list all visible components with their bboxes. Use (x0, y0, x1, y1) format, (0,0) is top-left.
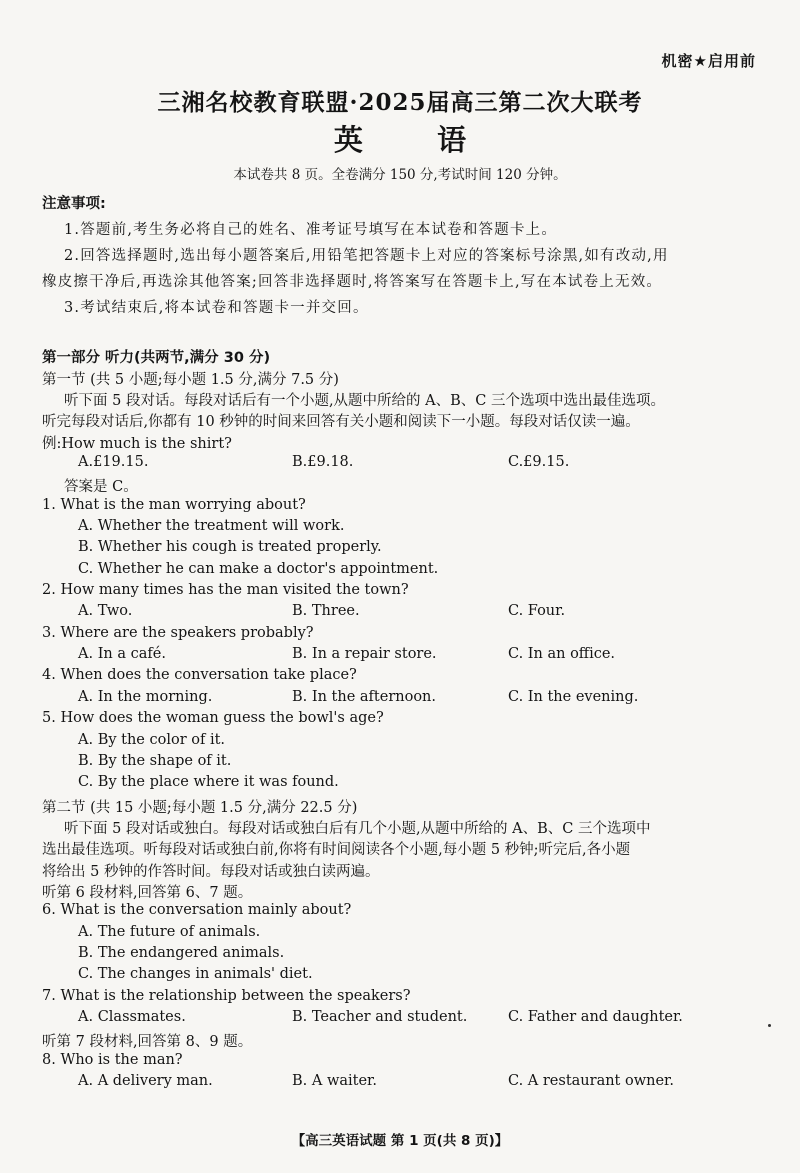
q1-stem: 1. What is the man worrying about? (42, 497, 306, 513)
q7-option-b: B. Teacher and student. (292, 1009, 468, 1025)
page-footer: 【高三英语试题 第 1 页(共 8 页)】 (291, 1133, 509, 1149)
q4-option-b: B. In the afternoon. (292, 689, 437, 705)
material-7-instruction: 听第 7 段材料,回答第 8、9 题。 (42, 1034, 253, 1050)
section2-instr-line-2: 选出最佳选项。听每段对话或独白前,你将有时间阅读各个小题,每小题 5 秒钟;听完后,各小题 (42, 842, 631, 858)
confidential-label: 机密★启用前 (661, 52, 756, 70)
q6-option-c: C. The changes in animals' diet. (78, 966, 313, 982)
material-6-instruction: 听第 6 段材料,回答第 6、7 题。 (42, 885, 253, 901)
q8-option-a: A. A delivery man. (78, 1073, 213, 1089)
q8-stem: 8. Who is the man? (42, 1052, 183, 1068)
q3-option-c: C. In an office. (508, 646, 616, 662)
q3-stem: 3. Where are the speakers probably? (42, 625, 314, 641)
scan-speck (768, 1024, 771, 1027)
example-option-c: C.£9.15. (508, 454, 570, 470)
example-question: 例:How much is the shirt? (42, 436, 232, 452)
section2-heading: 第二节 (共 15 小题;每小题 1.5 分,满分 22.5 分) (42, 800, 358, 816)
notice-item-2-line-2: 橡皮擦干净后,再选涂其他答案;回答非选择题时,将答案写在答题卡上,写在本试卷上无效。 (42, 274, 663, 290)
subject-text: 英 语 (333, 123, 485, 157)
exam-title: 三湘名校教育联盟·2025届高三第二次大联考 (157, 89, 643, 116)
section1-instr-line-1: 听下面 5 段对话。每段对话后有一个小题,从题中所给的 A、B、C 三个选项中选出最佳选项。 (64, 393, 665, 409)
q5-stem: 5. How does the woman guess the bowl's age? (42, 710, 384, 726)
q7-option-a: A. Classmates. (78, 1009, 186, 1025)
subject-title (0, 118, 800, 159)
q4-option-a: A. In the morning. (78, 689, 213, 705)
section2-instr-line-1: 听下面 5 段对话或独白。每段对话或独白后有几个小题,从题中所给的 A、B、C 三个选项中 (64, 821, 651, 837)
q7-stem: 7. What is the relationship between the speakers? (42, 988, 411, 1004)
q8-option-b: B. A waiter. (292, 1073, 378, 1089)
section1-heading: 第一节 (共 5 小题;每小题 1.5 分,满分 7.5 分) (42, 372, 339, 388)
example-option-b: B.£9.18. (292, 454, 354, 470)
q4-option-c: C. In the evening. (508, 689, 639, 705)
q2-option-b: B. Three. (292, 603, 360, 619)
q3-option-a: A. In a café. (78, 646, 166, 662)
q5-option-c: C. By the place where it was found. (78, 774, 339, 790)
q6-stem: 6. What is the conversation mainly about? (42, 902, 352, 918)
q8-option-c: C. A restaurant owner. (508, 1073, 674, 1089)
q2-stem: 2. How many times has the man visited the town? (42, 582, 409, 598)
q1-option-c: C. Whether he can make a doctor's appointment. (78, 561, 439, 577)
q5-option-b: B. By the shape of it. (78, 753, 232, 769)
notice-item-3: 3.考试结束后,将本试卷和答题卡一并交回。 (64, 300, 369, 316)
q6-option-a: A. The future of animals. (78, 924, 261, 940)
q1-option-b: B. Whether his cough is treated properly. (78, 539, 382, 555)
q1-option-a: A. Whether the treatment will work. (78, 518, 345, 534)
q7-option-c: C. Father and daughter. (508, 1009, 683, 1025)
q2-option-a: A. Two. (78, 603, 133, 619)
section1-instr-line-2: 听完每段对话后,你都有 10 秒钟的时间来回答有关小题和阅读下一小题。每段对话仅读一遍。 (42, 414, 640, 430)
notice-heading: 注意事项: (42, 196, 106, 212)
notice-item-1: 1.答题前,考生务必将自己的姓名、准考证号填写在本试卷和答题卡上。 (64, 222, 558, 238)
q3-option-b: B. In a repair store. (292, 646, 437, 662)
exam-info: 本试卷共 8 页。全卷满分 150 分,考试时间 120 分钟。 (233, 167, 567, 183)
q2-option-c: C. Four. (508, 603, 566, 619)
example-answer: 答案是 C。 (64, 479, 138, 495)
q6-option-b: B. The endangered animals. (78, 945, 285, 961)
part1-heading: 第一部分 听力(共两节,满分 30 分) (42, 350, 271, 366)
q4-stem: 4. When does the conversation take place? (42, 667, 357, 683)
q5-option-a: A. By the color of it. (78, 732, 226, 748)
example-option-a: A.£19.15. (78, 454, 149, 470)
section2-instr-line-3: 将给出 5 秒钟的作答时间。每段对话或独白读两遍。 (42, 864, 380, 880)
notice-item-2-line-1: 2.回答选择题时,选出每小题答案后,用铅笔把答题卡上对应的答案标号涂黑,如有改动,用 (64, 248, 669, 264)
